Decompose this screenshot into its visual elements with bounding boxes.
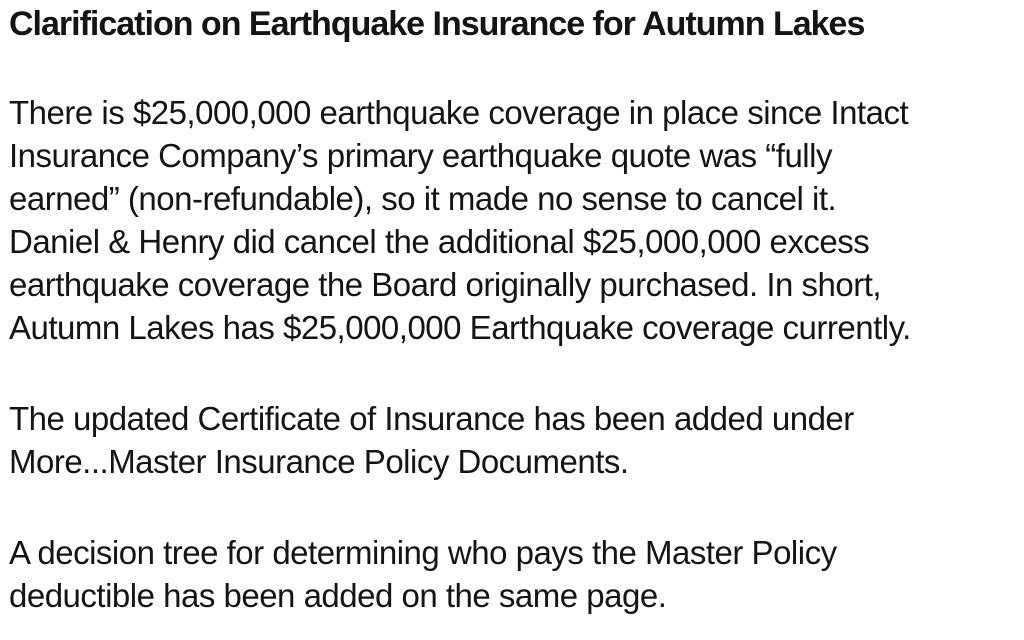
page-title: Clarification on Earthquake Insurance for Autumn Lakes [9, 5, 865, 43]
paragraph [9, 91, 1024, 349]
text-line: A decision tree for determining who pays the Master Policy [9, 534, 837, 571]
paragraph [9, 531, 1024, 617]
text-line: Insurance Company’s primary earthquake quote was “fully [9, 137, 832, 174]
text-line: deductible has been added on the same page. [9, 577, 667, 614]
text-line: Daniel & Henry did cancel the additional $25,000,000 excess [9, 223, 870, 260]
text-line: More...Master Insurance Policy Documents. [9, 443, 629, 480]
paragraph [9, 397, 1024, 483]
text-line: earned” (non-refundable), so it made no sense to cancel it. [9, 180, 837, 217]
text-line: earthquake coverage the Board originally purchased. In short, [9, 266, 882, 303]
text-line: The updated Certificate of Insurance has been added under [9, 400, 854, 437]
text-line: There is $25,000,000 earthquake coverage in place since Intact [9, 94, 909, 131]
text-line: Autumn Lakes has $25,000,000 Earthquake coverage currently. [9, 309, 911, 346]
